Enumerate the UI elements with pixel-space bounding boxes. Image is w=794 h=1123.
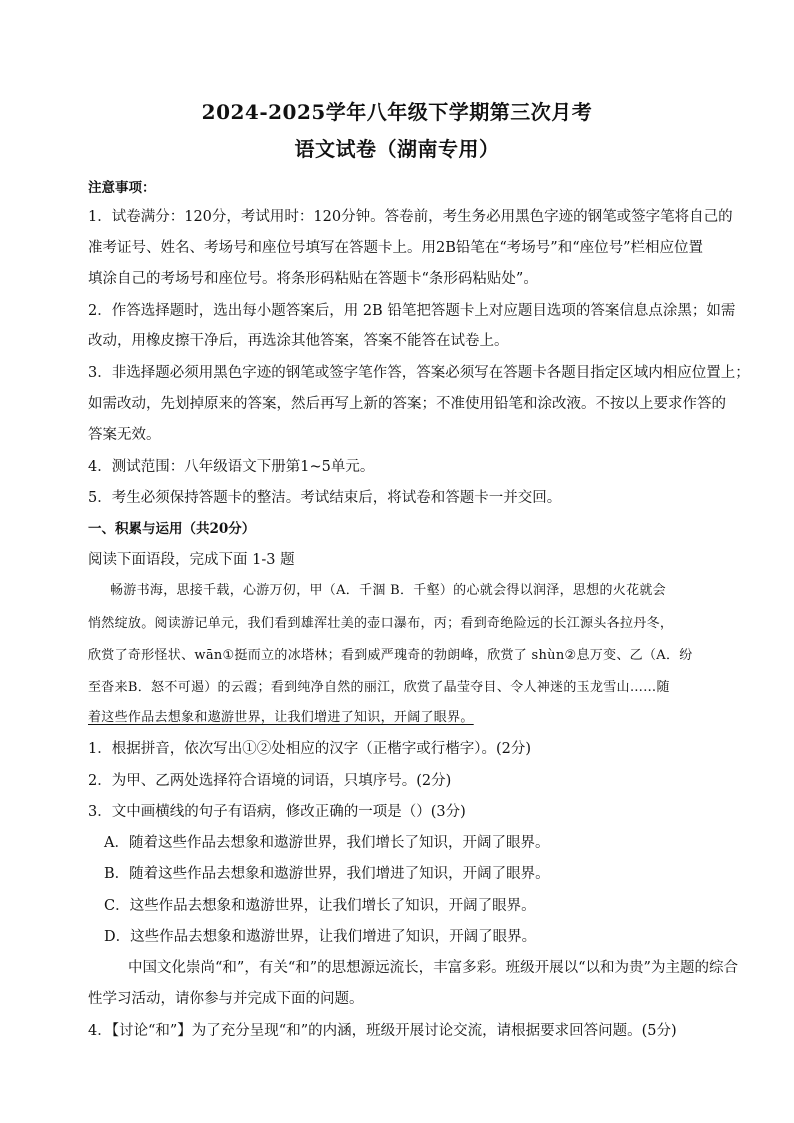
passage-line: 至沓来B．怒不可遏）的云霞；看到纯净自然的丽江，欣赏了晶莹夺目、令人神迷的玉龙雪山……随 — [88, 680, 670, 695]
passage-line: 畅游书海，思接千载，心游万仞，甲（A．千涸 B．千壑）的心就会得以润泽，思想的火花就会 — [110, 583, 666, 598]
question-1: 1．根据拼音，依次写出①②处相应的汉字（正楷字或行楷字）。(2分) — [88, 741, 532, 757]
reading-intro: 阅读下面语段，完成下面 1-3 题 — [88, 552, 295, 568]
question-2: 2．为甲、乙两处选择符合语境的词语，只填序号。(2分) — [88, 773, 452, 789]
passage-line: 悄然绽放。阅读游记单元，我们看到雄浑壮美的壶口瀑布，丙；看到奇绝险远的长江源头各拉丹冬， — [88, 616, 674, 631]
notice-line: 4．测试范围：八年级语文下册第1~5单元。 — [88, 459, 375, 475]
notice-heading: 注意事项： — [88, 180, 156, 196]
passage-underlined-sentence: 着这些作品去想象和遨游世界，让我们增进了知识，开阔了眼界。 — [88, 710, 474, 725]
notice-line: 2．作答选择题时，选出每小题答案后，用 2B 铅笔把答题卡上对应题目选项的答案信息点涂黑；如需 — [88, 303, 736, 319]
notice-line: 1．试卷满分：120分，考试用时：120分钟。答卷前，考生务必用黑色字迹的钢笔或签字笔将自己的 — [88, 209, 733, 225]
notice-line: 5．考生必须保持答题卡的整洁。考试结束后，将试卷和答题卡一并交回。 — [88, 490, 562, 506]
question-3: 3．文中画横线的句子有语病，修改正确的一项是（）(3分) — [88, 804, 466, 820]
notice-line: 答案无效。 — [88, 427, 161, 443]
notice-line: 改动，用橡皮擦干净后，再选涂其他答案，答案不能答在试卷上。 — [88, 333, 509, 349]
notice-line: 3．非选择题必须用黑色字迹的钢笔或签字笔作答，答案必须写在答题卡各题目指定区域内相应位置上； — [88, 365, 750, 381]
option-a: A．随着这些作品去想象和遨游世界，我们增长了知识，开阔了眼界。 — [104, 835, 550, 851]
option-d: D．这些作品去想象和遨游世界，让我们增进了知识，开阔了眼界。 — [104, 929, 537, 945]
context-paragraph: 中国文化崇尚“和”，有关“和”的思想源远流长，丰富多彩。班级开展以“以和为贵”为主题的综合 — [128, 960, 738, 976]
passage-line: 欣赏了奇形怪状、wān①挺而立的冰塔林；看到威严瑰奇的勃朗峰，欣赏了 shùn②息万变、乙（A．纷 — [88, 648, 693, 663]
option-c: C．这些作品去想象和遨游世界，让我们增长了知识，开阔了眼界。 — [104, 898, 536, 914]
section-heading: 一、积累与运用（共20分） — [88, 521, 256, 537]
context-paragraph: 性学习活动，请你参与并完成下面的问题。 — [88, 991, 364, 1007]
option-b: B．随着这些作品去想象和遨游世界，我们增进了知识，开阔了眼界。 — [104, 866, 550, 882]
question-4: 4．【讨论“和”】为了充分呈现“和”的内涵，班级开展讨论交流，请根据要求回答问题。(5分) — [88, 1023, 677, 1039]
notice-line: 填涂自己的考场号和座位号。将条形码粘贴在答题卡“条形码粘贴处”。 — [88, 271, 538, 287]
notice-line: 准考证号、姓名、考场号和座位号填写在答题卡上。用2B铅笔在“考场号”和“座位号”栏相应位置 — [88, 240, 704, 256]
exam-subtitle: 语文试卷（湖南专用） — [294, 137, 500, 161]
exam-title: 2024-2025学年八年级下学期第三次月考 — [201, 100, 593, 124]
notice-line: 如需改动，先划掉原来的答案，然后再写上新的答案；不准使用铅笔和涂改液。不按以上要求作答的 — [88, 396, 726, 412]
